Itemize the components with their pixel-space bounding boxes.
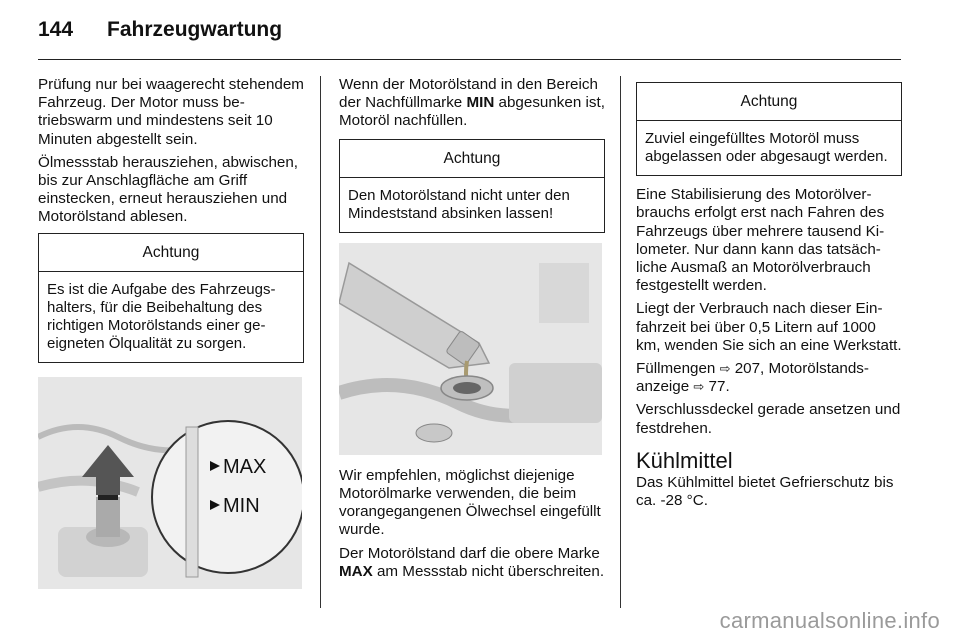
- header-rule: [38, 59, 901, 60]
- paragraph: Das Kühlmittel bietet Gefrierschutz bis ca. -28 °C.: [636, 474, 894, 510]
- page-number: 144: [38, 18, 74, 41]
- paragraph: Liegt der Verbrauch nach dieser Einfahrzeit bei über 0,5 Litern auf 1000 km, wenden Sie sich an eine Werkstatt.: [636, 300, 902, 354]
- caution-box: [38, 233, 304, 363]
- caution-title: Achtung: [340, 140, 604, 178]
- paragraph: Verschlussdeckel gerade ansetzen und festdrehen.: [636, 401, 901, 437]
- max-mark-label: MAX: [223, 455, 267, 478]
- dipstick-illustration: [38, 377, 302, 589]
- section-title: Kühlmittel: [636, 447, 733, 473]
- paragraph: Prüfung nur bei waagerecht stehendem Fahrzeug. Der Motor muss betriebswarm und mindestens seit 10 Minuten abgestellt sein.: [38, 76, 304, 148]
- caution-box: [339, 139, 605, 233]
- caution-title: Achtung: [39, 234, 303, 272]
- caution-box: [636, 82, 902, 176]
- paragraph: Füllmengen ⇨ 207, Motorölstandsanzeige ⇨ 77.: [636, 360, 869, 396]
- paragraph: Der Motorölstand darf die obere Marke MAX am Messstab nicht überschreiten.: [339, 544, 605, 580]
- watermark: carmanualsonline.info: [719, 608, 940, 633]
- page-header: [38, 18, 282, 52]
- caution-text: Den Motorölstand nicht unter den Mindeststand absinken lassen!: [348, 186, 570, 222]
- paragraph: Wir empfehlen, möglichst diejenige Motorölmarke verwenden, die beim vorangegangenen Ölwechsel eingefüllt wurde.: [339, 466, 601, 539]
- caution-title: Achtung: [637, 83, 901, 121]
- paragraph: Ölmessstab herausziehen, abwischen, bis zur Anschlagfläche am Griff einstecken, erneut herausziehen und Motorölstand ablesen.: [38, 153, 299, 226]
- caution-text: Es ist die Aufgabe des Fahrzeugshalters, für die Beibehaltung des richtigen Motorölstands einer geeigneten Ölqualität zu sorgen.: [47, 280, 276, 352]
- oil-filling-drawing: [339, 243, 602, 455]
- column-2: [339, 76, 605, 586]
- column-divider: [320, 76, 321, 608]
- page-title: Fahrzeugwartung: [107, 18, 283, 41]
- dipstick-drawing: [38, 377, 302, 589]
- caution-text: Zuviel eingefülltes Motoröl muss abgelassen oder abgesaugt werden.: [645, 130, 888, 166]
- oil-filling-illustration: [339, 243, 602, 455]
- paragraph: Wenn der Motorölstand in den Bereich der Nachfüllmarke MIN abgesunken ist, Motoröl nachfüllen.: [339, 76, 605, 130]
- min-mark-text: MIN: [466, 94, 495, 112]
- min-mark-label: MIN: [223, 494, 260, 517]
- column-divider: [620, 76, 621, 608]
- page-reference-icon: ⇨: [693, 379, 705, 395]
- paragraph: Eine Stabilisierung des Motorölverbrauchs erfolgt erst nach Fahren des Fahrzeugs über mehrere tausend Kilometer. Nur dann kann das tatsächliche Ausmaß an Motorölverbrauch festgestellt werden.: [636, 186, 885, 295]
- max-mark-text: MAX: [339, 562, 373, 580]
- column-3: [636, 76, 902, 515]
- page-reference-icon: ⇨: [719, 361, 731, 377]
- column-1: [38, 76, 304, 589]
